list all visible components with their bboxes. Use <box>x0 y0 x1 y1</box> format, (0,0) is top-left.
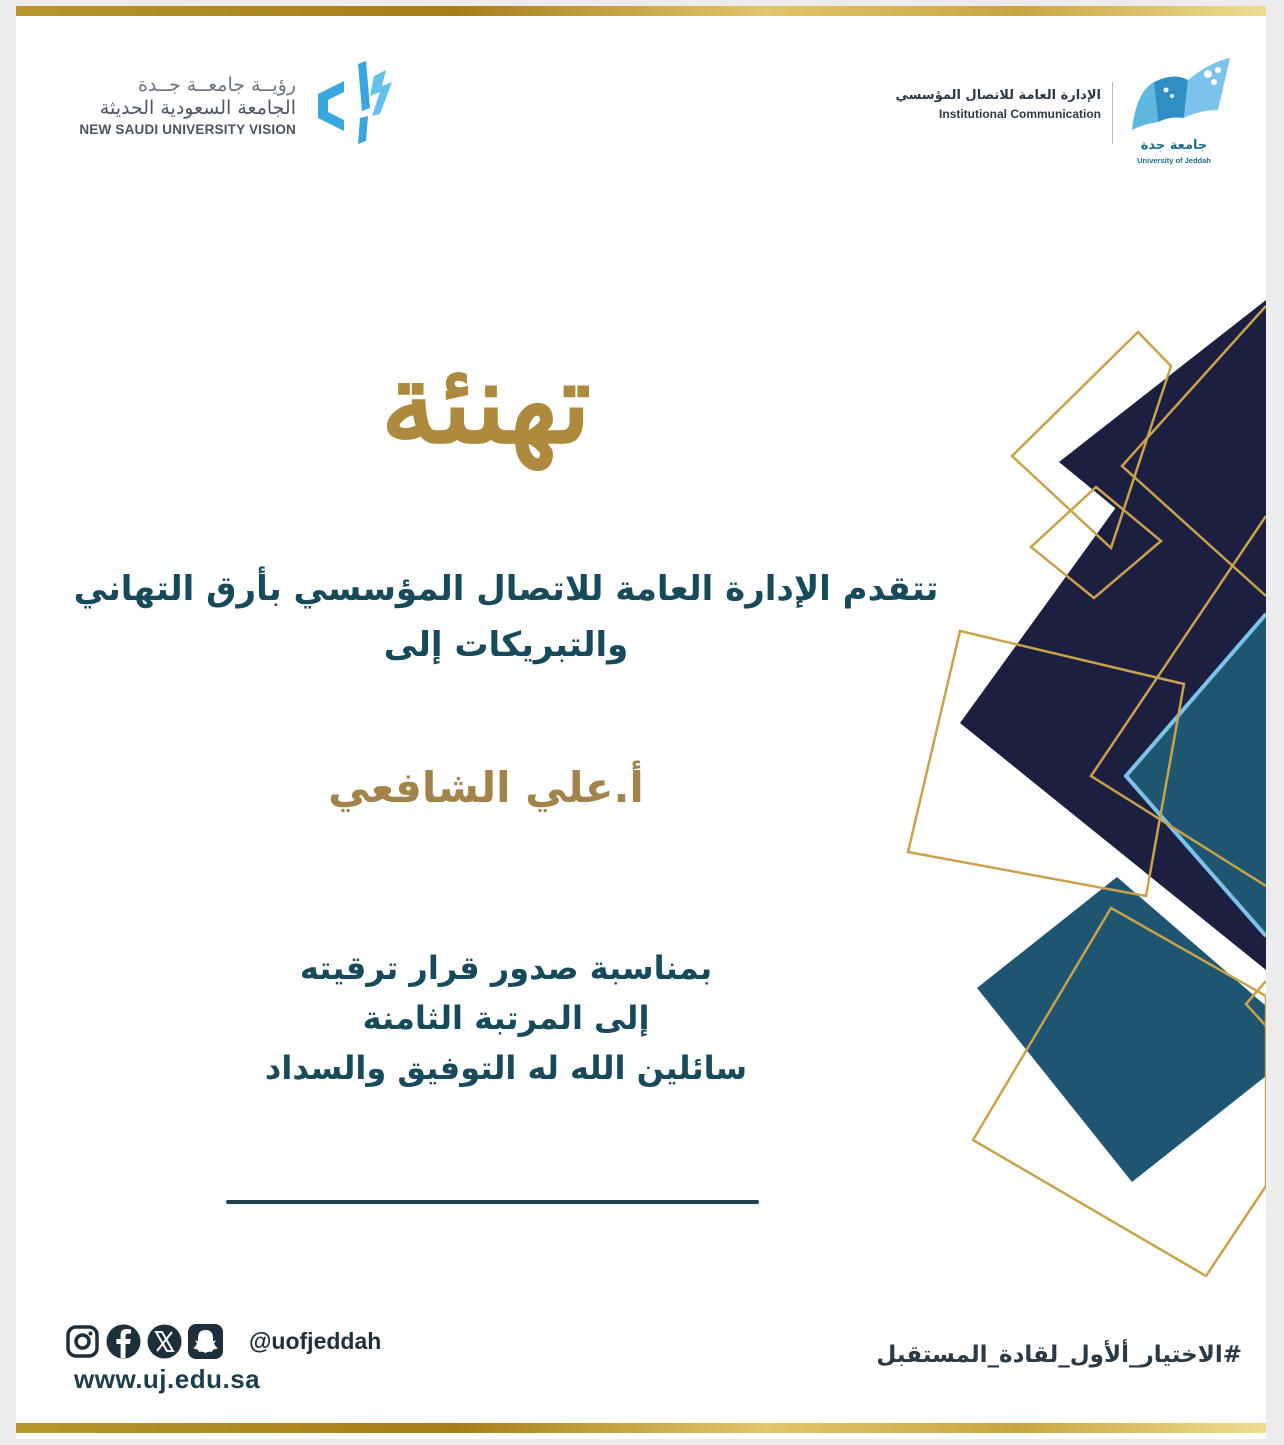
intro-line-2: والتبريكات إلى <box>383 625 629 665</box>
gold-frame-right-mid <box>1091 516 1266 886</box>
navy-square-large <box>960 300 1266 970</box>
department-name-arabic: الإدارة العامة للاتصال المؤسسي <box>895 88 1101 103</box>
bottom-gold-border <box>16 1423 1266 1433</box>
vision-line-1: رؤيــة جامعــة جــدة <box>137 74 296 96</box>
top-gold-border <box>16 6 1266 16</box>
honoree-name: أ.علي الشافعي <box>328 763 644 812</box>
gold-frame-edge <box>1246 981 1266 1026</box>
card-title: تهنئة <box>380 338 592 469</box>
university-emblem-icon <box>1124 52 1239 172</box>
light-blue-frame <box>1126 614 1266 936</box>
teal-square-right <box>1126 616 1266 934</box>
department-name <box>871 88 1101 121</box>
intro-text <box>56 561 956 673</box>
vision-logo-text <box>56 74 296 137</box>
vision-line-english: NEW SAUDI UNIVERSITY VISION <box>79 122 296 137</box>
occasion-text <box>176 943 836 1093</box>
university-name-english: University of Jeddah <box>1137 156 1211 165</box>
vision-logo <box>56 56 406 151</box>
occasion-line-2: إلى المرتبة الثامنة <box>362 999 650 1037</box>
occasion-line-3: سائلين الله له التوفيق والسداد <box>264 1049 748 1087</box>
gold-frame-mid <box>1031 487 1161 598</box>
social-handle[interactable]: @uofjeddah <box>249 1328 382 1354</box>
navy-square-upper <box>1059 300 1266 632</box>
vision-line-2: الجامعة السعودية الحديثة <box>99 97 296 119</box>
vision-mark-icon <box>304 56 404 151</box>
snapchat-icon[interactable] <box>187 1323 224 1360</box>
instagram-icon[interactable] <box>64 1323 101 1360</box>
university-logo-block <box>871 46 1241 176</box>
intro-line-1: تتقدم الإدارة العامة للاتصال المؤسسي بأرق التهاني <box>73 569 939 609</box>
university-name-arabic: جامعة جدة <box>1140 138 1208 153</box>
gold-frame-right-top <box>1122 306 1266 596</box>
signature-line <box>226 1200 759 1204</box>
teal-square-lower <box>977 877 1266 1182</box>
department-name-english: Institutional Communication <box>939 107 1101 121</box>
website-link[interactable]: www.uj.edu.sa <box>74 1364 261 1394</box>
logo-divider <box>1112 82 1113 144</box>
congratulation-card <box>16 6 1266 1439</box>
gold-frame-lower <box>973 908 1266 1276</box>
social-icons <box>64 1323 234 1363</box>
x-icon[interactable] <box>146 1323 183 1360</box>
facebook-icon[interactable] <box>105 1323 142 1360</box>
slogan-hashtag: #الاختيار_ألأول_لقادة_المستقبل <box>876 1342 1242 1368</box>
geometric-decoration <box>16 6 1266 1439</box>
occasion-line-1: بمناسبة صدور قرار ترقيته <box>299 949 713 987</box>
gold-frame-small <box>1012 332 1171 548</box>
